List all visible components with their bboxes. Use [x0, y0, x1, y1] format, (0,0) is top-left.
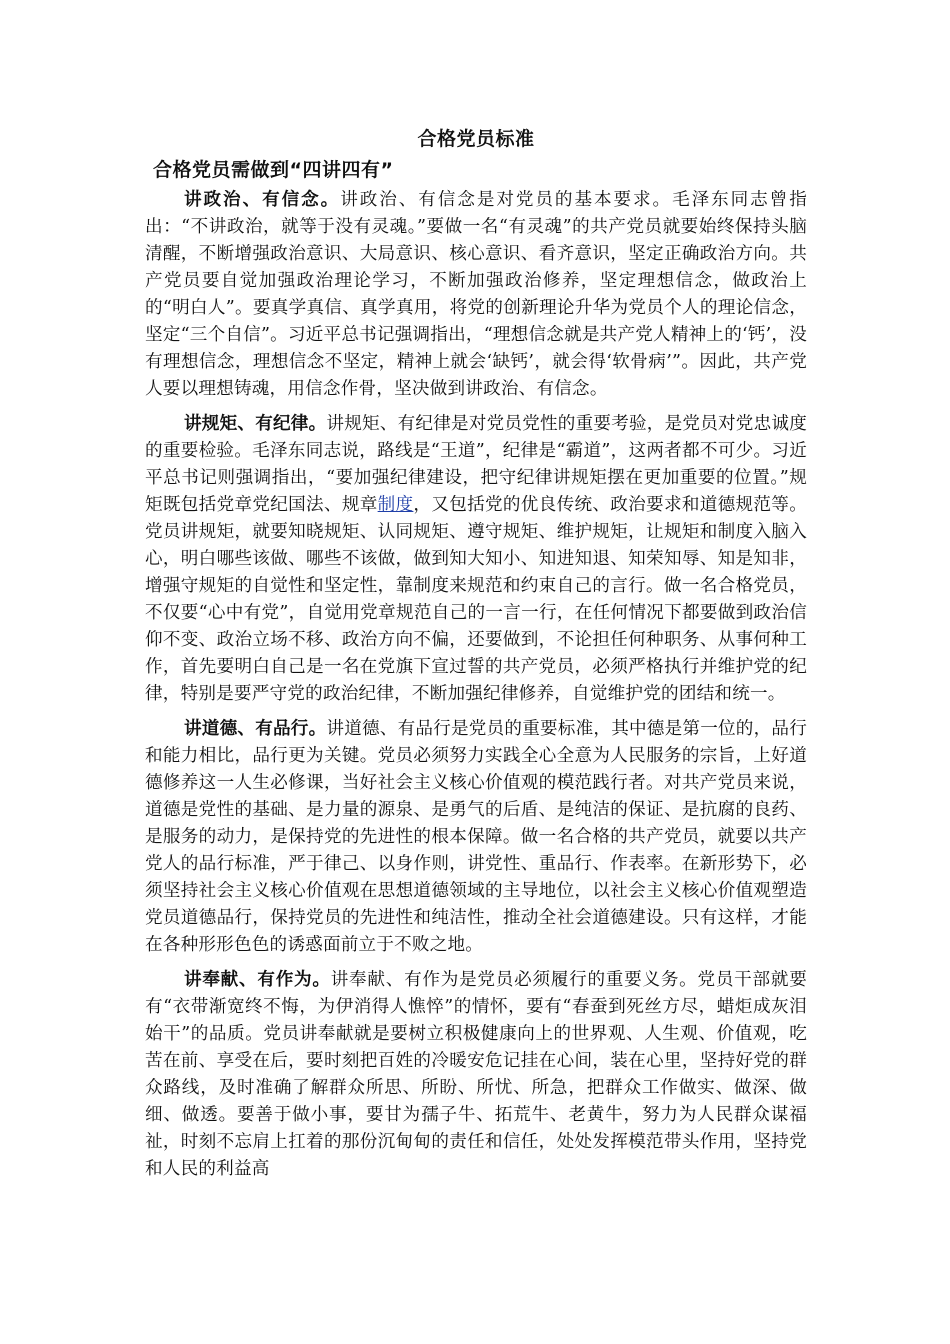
document-subtitle: 合格党员需做到“四讲四有”: [153, 159, 394, 181]
paragraph-lead: 讲道德、有品行。: [184, 719, 327, 739]
paragraph-lead: 讲奉献、有作为。: [184, 970, 331, 990]
paragraph-text: 讲政治、有信念是对党员的基本要求。毛泽东同志曾指出：“不讲政治，就等于没有灵魂。”要做一名“有灵魂”的共产党员就要始终保持头脑清醒，不断增强政治意识、大局意识、核心意识、看齐意识，坚定正确政治方向。共产党员要自觉加强政治理论学习，不断加强政治修养，坚定理想信念，做政治上的“明白人”。要真学真信、真学真用，将党的创新理论升华为党员个人的理论信念，坚定“三个自信”。习近平总书记强调指出，“理想信念就是共产党人精神上的‘钙’，没有理想信念，理想信念不坚定，精神上就会‘缺钙’，就会得‘软骨病’”。因此，共产党人要以理想铸魂，用信念作骨，坚决做到讲政治、有信念。: [145, 190, 807, 399]
paragraph-discipline: [145, 411, 807, 708]
paragraph-lead: 讲规矩、有纪律。: [184, 414, 327, 434]
paragraph-text: 讲规矩、有纪律是对党员党性的重要考验，是党员对党忠诚度的重要检验。毛泽东同志说，路线是“王道”，纪律是“霸道”，这两者都不可少。习近平总书记则强调指出，“要加强纪律建设，把守纪律讲规矩摆在更加重要的位置。”规矩既包括党章党纪国法、规章: [145, 414, 807, 515]
paragraph-dedication: [145, 967, 807, 1183]
system-link[interactable]: 制度: [377, 495, 414, 515]
paragraph-text: ，又包括党的优良传统、政治要求和道德规范等。党员讲规矩，就要知晓规矩、认同规矩、遵守规矩、维护规矩，让规矩和制度入脑入心，明白哪些该做、哪些不该做，做到知大知小、知进知退、知荣知辱、知是知非，增强守规矩的自觉性和坚定性，靠制度来规范和约束自己的言行。做一名合格党员，不仅要“心中有党”，自觉用党章规范自己的一言一行，在任何情况下都要做到政治信仰不变、政治立场不移、政治方向不偏，还要做到，不论担任何种职务、从事何种工作，首先要明白自己是一名在党旗下宣过誓的共产党员，必须严格执行并维护党的纪律，特别是要严守党的政治纪律，不断加强纪律修养，自觉维护党的团结和统一。: [145, 495, 807, 704]
paragraph-morality: [145, 716, 807, 959]
document-title: 合格党员标准: [417, 128, 535, 150]
paragraph-lead: 讲政治、有信念。: [184, 190, 341, 210]
paragraph-text: 讲道德、有品行是党员的重要标准，其中德是第一位的，品行和能力相比，品行更为关键。党员必须努力实践全心全意为人民服务的宗旨，上好道德修养这一人生必修课，当好社会主义核心价值观的模范践行者。对共产党员来说，道德是党性的基础、是力量的源泉、是勇气的后盾、是纯洁的保证、是抗腐的良药、是服务的动力，是保持党的先进性的根本保障。做一名合格的共产党员，就要以共产党人的品行标准，严于律己、以身作则，讲党性、重品行、作表率。在新形势下，必须坚持社会主义核心价值观在思想道德领域的主导地位，以社会主义核心价值观塑造党员道德品行，保持党员的先进性和纯洁性，推动全社会道德建设。只有这样，才能在各种形形色色的诱惑面前立于不败之地。: [145, 719, 807, 955]
paragraph-politics: [145, 187, 807, 403]
paragraph-text: 讲奉献、有作为是党员必须履行的重要义务。党员干部就要有“衣带渐宽终不悔，为伊消得人憔悴”的情怀，要有“春蚕到死丝方尽，蜡炬成灰泪始干”的品质。党员讲奉献就是要树立积极健康向上的世界观、人生观、价值观，吃苦在前、享受在后，要时刻把百姓的冷暖安危记挂在心间，装在心里，坚持好党的群众路线，及时准确了解群众所思、所盼、所忧、所急，把群众工作做实、做深、做细、做透。要善于做小事，要甘为孺子牛、拓荒牛、老黄牛，努力为人民群众谋福祉，时刻不忘肩上扛着的那份沉甸甸的责任和信任，处处发挥模范带头作用，坚持党和人民的利益高: [145, 970, 807, 1179]
document-body: [145, 126, 807, 1191]
